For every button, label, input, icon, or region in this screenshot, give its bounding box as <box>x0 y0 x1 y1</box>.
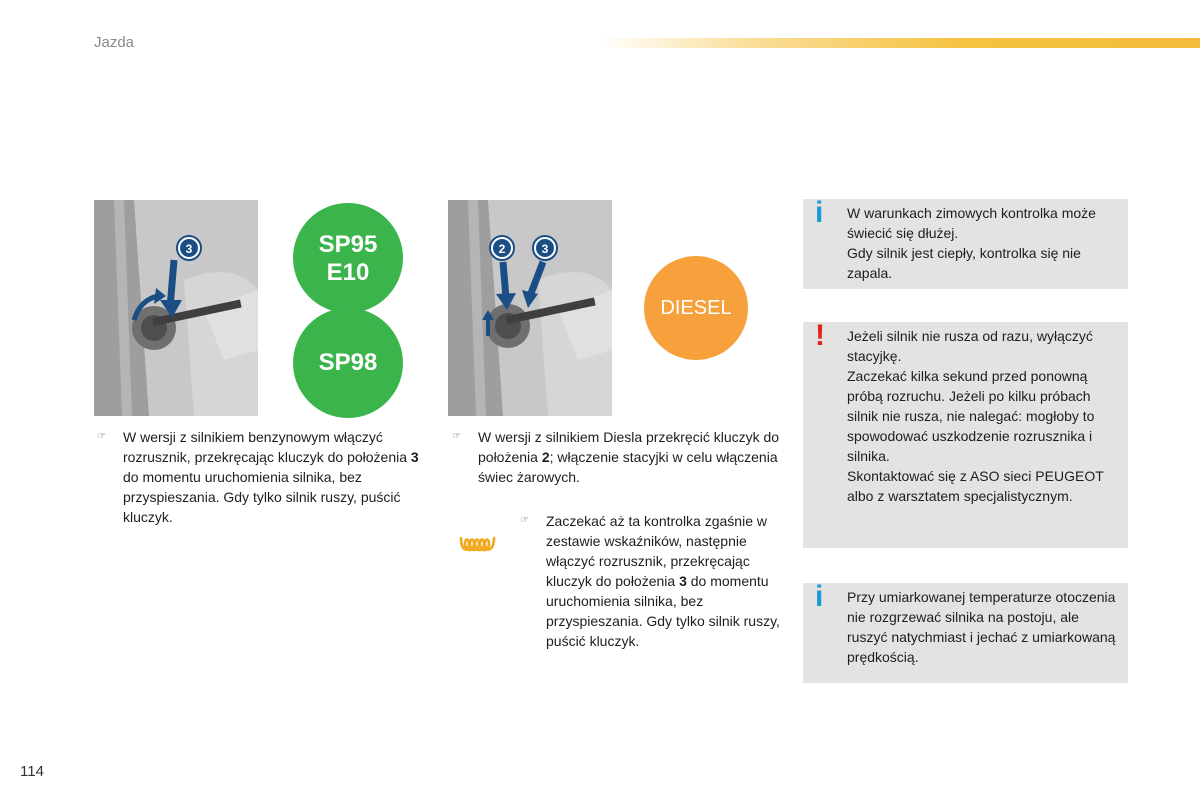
petrol-ignition-photo <box>94 200 258 416</box>
glow-plug-warning-icon <box>458 534 498 561</box>
petrol-step-number: 3 <box>185 242 193 256</box>
diesel-text-b: ; włączenie stacyjki w celu włączenia świec żarowych. <box>478 449 778 485</box>
section-title: Jazda <box>94 34 135 51</box>
diesel-start-instruction <box>452 427 782 487</box>
petrol-position-bold: 3 <box>410 449 419 465</box>
petrol-text-b: do momentu uruchomienia silnika, bez przyspieszania. Gdy tylko silnik ruszy, puścić kluczyk. <box>123 469 401 525</box>
wait-text-b: do momentu uruchomienia silnika, bez przyspieszania. Gdy tylko silnik ruszy, puścić kluczyk. <box>546 573 780 649</box>
winter-text-2: Gdy silnik jest ciepły, kontrolka się nie zapala. <box>847 245 1081 281</box>
pointing-hand-icon: ☞ <box>97 431 106 442</box>
sp98-label: SP98 <box>318 349 378 376</box>
diesel-step-number-b: 3 <box>541 242 549 256</box>
pointing-hand-icon: ☞ <box>520 515 529 526</box>
engine-start-warning-box <box>803 319 1128 548</box>
diesel-position-bold: 2 <box>541 449 550 465</box>
header-accent-bar <box>600 38 1200 48</box>
exclamation-icon: ! <box>815 319 825 352</box>
pointing-hand-icon: ☞ <box>452 431 461 442</box>
page-number: 114 <box>20 763 44 780</box>
diesel-step-number-a: 2 <box>498 242 506 256</box>
sp98-badge <box>293 308 403 418</box>
info-icon: i <box>815 196 824 229</box>
e10-label: E10 <box>326 259 370 286</box>
info-icon: i <box>815 580 824 613</box>
diesel-badge <box>644 256 748 360</box>
moderate-temperature-info-box <box>803 580 1128 683</box>
warning-text-3: Skontaktować się z ASO sieci PEUGEOT albo z warsztatem specjalistycznym. <box>847 468 1104 504</box>
moderate-text-1: Przy umiarkowanej temperaturze otoczenia nie rozgrzewać silnika na postoju, ale ruszyć natychmiast i jechać z umiarkowaną prędkością. <box>847 589 1116 665</box>
warning-text-2: Zaczekać kilka sekund przed ponowną próbą rozruchu. Jeżeli po kilku próbach silnik nie rusza, nie nalegać: mogłoby to spowodować uszkodzenie rozrusznika i silnika. <box>847 368 1095 464</box>
diesel-text-a: W wersji z silnikiem Diesla przekręcić kluczyk do położenia <box>478 429 780 465</box>
diesel-label: DIESEL <box>660 297 732 319</box>
winter-info-box <box>803 196 1128 289</box>
sp95-e10-badge <box>293 203 403 313</box>
diesel-ignition-photo <box>448 200 612 416</box>
petrol-text-a: W wersji z silnikiem benzynowym włączyć rozrusznik, przekręcając kluczyk do położenia <box>123 429 411 465</box>
sp95-label: SP95 <box>318 231 378 258</box>
diesel-wait-instruction <box>520 511 780 651</box>
wait-text-a: Zaczekać aż ta kontrolka zgaśnie w zestawie wskaźników, następnie włączyć rozrusznik, przekręcając kluczyk do położenia <box>546 513 767 589</box>
petrol-start-instruction <box>97 427 427 527</box>
winter-text-1: W warunkach zimowych kontrolka może świecić się dłużej. <box>847 205 1096 241</box>
wait-position-bold: 3 <box>679 573 687 589</box>
warning-text-1: Jeżeli silnik nie rusza od razu, wyłączyć stacyjkę. <box>847 328 1093 364</box>
